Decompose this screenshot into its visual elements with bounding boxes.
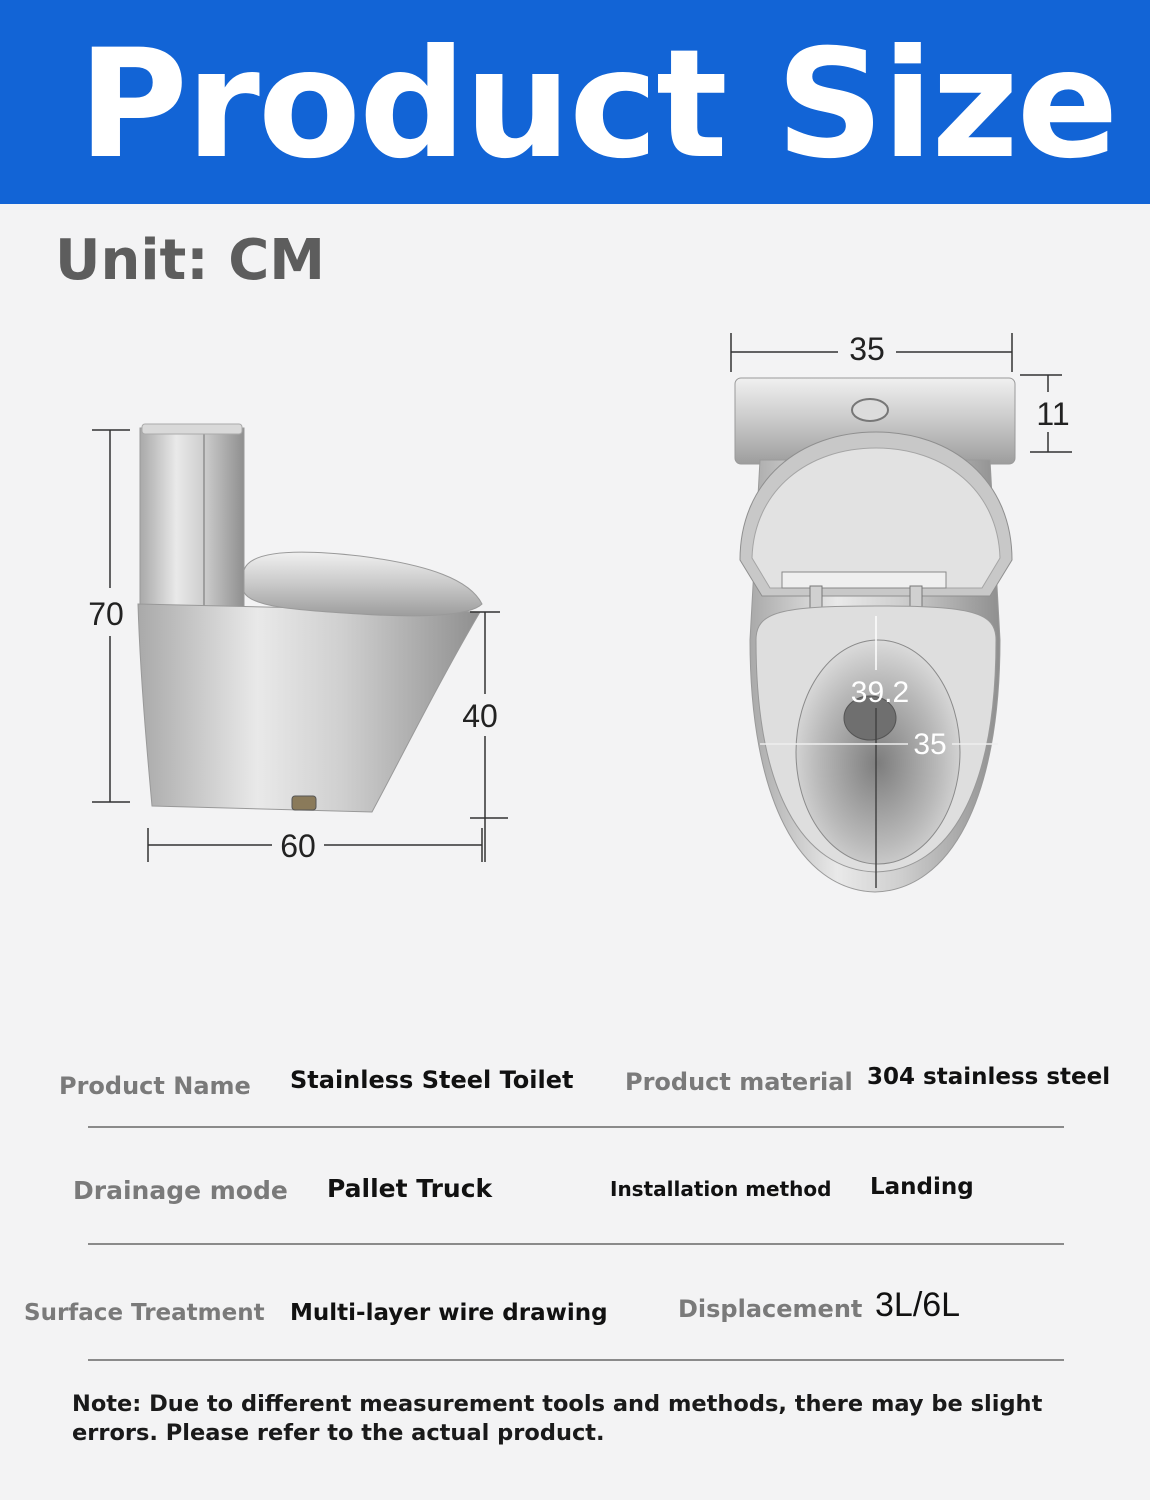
side-outlet: [292, 796, 316, 810]
side-tank: [140, 428, 244, 610]
side-seat-lid: [244, 552, 482, 616]
bowl-width-label: 35: [913, 728, 947, 761]
spec-divider: [88, 1243, 1064, 1245]
bowl-length-label: 39.2: [850, 676, 910, 709]
page-title: Product Size: [78, 18, 1117, 192]
note-line-2: errors. Please refer to the actual product.: [72, 1420, 605, 1446]
installation-value: Landing: [870, 1174, 974, 1200]
surface-value: Multi-layer wire drawing: [290, 1300, 608, 1326]
drainage-label: Drainage mode: [73, 1176, 288, 1205]
flush-button: [852, 399, 888, 421]
top-view-toilet: [735, 378, 1015, 892]
product-name-value: Stainless Steel Toilet: [290, 1066, 574, 1094]
seat-height-label: 40: [462, 698, 498, 734]
top-width-label: 35: [849, 331, 885, 367]
material-label: Product material: [625, 1068, 853, 1096]
note-line-1: Note: Due to different measurement tools and methods, there may be slight: [72, 1391, 1043, 1417]
displacement-label: Displacement: [678, 1295, 863, 1323]
material-value: 304 stainless steel: [867, 1064, 1111, 1090]
displacement-value: 3L/6L: [875, 1286, 961, 1324]
spec-divider: [88, 1359, 1064, 1361]
side-base: [138, 604, 480, 812]
disclaimer-note: [72, 1390, 1072, 1448]
unit-label: Unit: CM: [55, 228, 326, 293]
depth-label: 60: [280, 828, 316, 864]
spec-divider: [88, 1126, 1064, 1128]
surface-label: Surface Treatment: [24, 1300, 265, 1326]
product-name-label: Product Name: [59, 1072, 251, 1100]
side-view-toilet: [138, 424, 482, 812]
tank-height-label: 11: [1036, 396, 1070, 432]
height-total-label: 70: [88, 596, 124, 632]
installation-label: Installation method: [610, 1177, 832, 1201]
drainage-value: Pallet Truck: [327, 1174, 493, 1203]
